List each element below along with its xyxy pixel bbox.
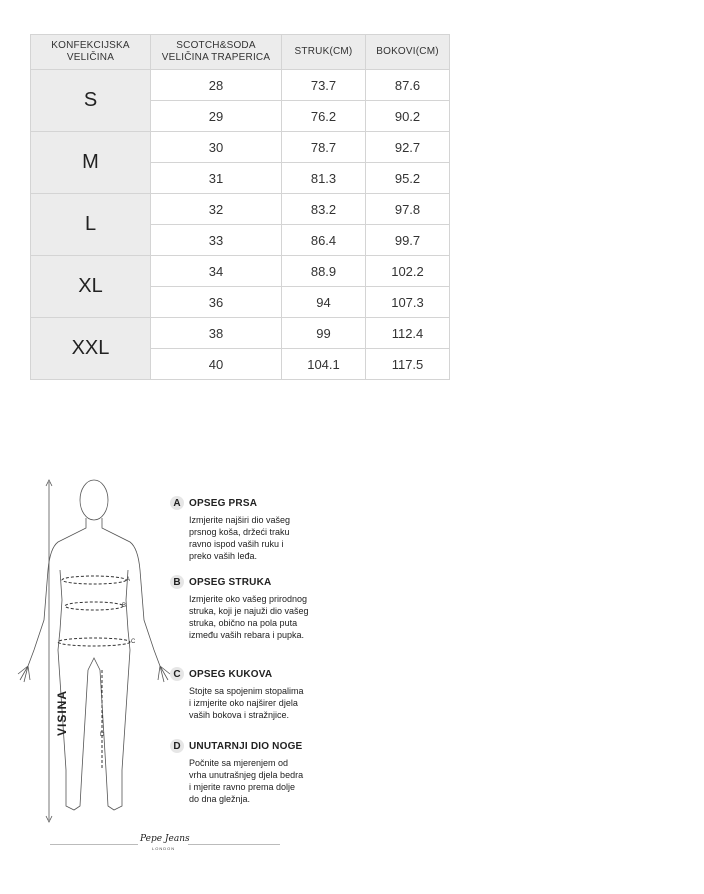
jeans-size-cell: 30 [151,132,282,163]
brand-logo-sub: LONDON [152,846,176,851]
header-struk: STRUK(CM) [282,35,366,70]
waist-cell: 76.2 [282,101,366,132]
step-b [170,575,340,641]
hips-cell: 107.3 [366,287,450,318]
hips-cell: 90.2 [366,101,450,132]
step-c-title: OPSEG KUKOVA [189,668,273,680]
brand-logo: Pepe Jeans [140,834,190,844]
figure-label-a: A [126,577,131,583]
waist-cell: 73.7 [282,70,366,101]
table-row [31,256,450,287]
step-d-title: UNUTARNJI DIO NOGE [189,740,303,752]
hips-cell: 97.8 [366,194,450,225]
jeans-size-cell: 33 [151,225,282,256]
size-label-cell: XXL [31,318,151,380]
step-a-text: Izmjerite najširi dio vašeg prsnog koša, držeći traku ravno ispod vaših ruku i preko vaših leđa. [189,515,291,561]
header-bokovi: BOKOVI(CM) [366,35,450,70]
figure-label-c: C [131,639,136,645]
waist-cell: 86.4 [282,225,366,256]
jeans-size-cell: 28 [151,70,282,101]
hips-cell: 117.5 [366,349,450,380]
jeans-size-cell: 38 [151,318,282,349]
step-d-text: Počnite sa mjerenjem od vrha unutrašnjeg djela bedra i mjerite ravno prema dolje do dna gležnja. [189,758,304,804]
header-konfekcijska-velicina: KONFEKCIJSKA VELIČINA [31,35,151,70]
table-header-row [31,35,450,70]
waist-cell: 78.7 [282,132,366,163]
table-row [31,132,450,163]
hips-cell: 87.6 [366,70,450,101]
table-row [31,70,450,101]
jeans-size-cell: 32 [151,194,282,225]
size-label-cell: XL [31,256,151,318]
step-a-title: OPSEG PRSA [189,497,258,509]
waist-cell: 94 [282,287,366,318]
body-measurement-figure [0,470,180,830]
figure-label-b: B [122,603,127,609]
hips-cell: 112.4 [366,318,450,349]
visina-label: VISINA [55,690,69,737]
step-c-text: Stojte sa spojenim stopalima i izmjerite oko najširег djela vaših bokova i stražnjice. [189,686,304,720]
step-c [170,667,340,721]
footer-divider-right [188,844,280,845]
header-jeans-size: SCOTCH&SODA VELIČINA TRAPERICA [151,35,282,70]
jeans-size-cell: 40 [151,349,282,380]
table-row [31,194,450,225]
waist-cell: 83.2 [282,194,366,225]
hips-cell: 95.2 [366,163,450,194]
step-b-text: Izmjerite oko vašeg prirodnog struka, koji je najuži dio vašeg struka, obično na pola puta između vaših rebara i pupka. [189,594,309,640]
step-c-badge: C [170,667,184,681]
jeans-size-cell: 34 [151,256,282,287]
step-b-badge: B [170,575,184,589]
step-b-title: OPSEG STRUKA [189,576,272,588]
step-d-badge: D [170,739,184,753]
waist-cell: 99 [282,318,366,349]
step-a-badge: A [170,496,184,510]
step-a [170,496,340,562]
jeans-size-cell: 36 [151,287,282,318]
hips-cell: 99.7 [366,225,450,256]
table-row [31,318,450,349]
hips-cell: 102.2 [366,256,450,287]
waist-cell: 104.1 [282,349,366,380]
jeans-size-cell: 29 [151,101,282,132]
jeans-size-cell: 31 [151,163,282,194]
size-table [30,34,450,380]
figure-label-d: D [100,732,105,738]
step-d [170,739,340,805]
waist-cell: 88.9 [282,256,366,287]
hips-cell: 92.7 [366,132,450,163]
footer-divider-left [50,844,138,845]
size-label-cell: S [31,70,151,132]
size-label-cell: M [31,132,151,194]
waist-cell: 81.3 [282,163,366,194]
size-label-cell: L [31,194,151,256]
